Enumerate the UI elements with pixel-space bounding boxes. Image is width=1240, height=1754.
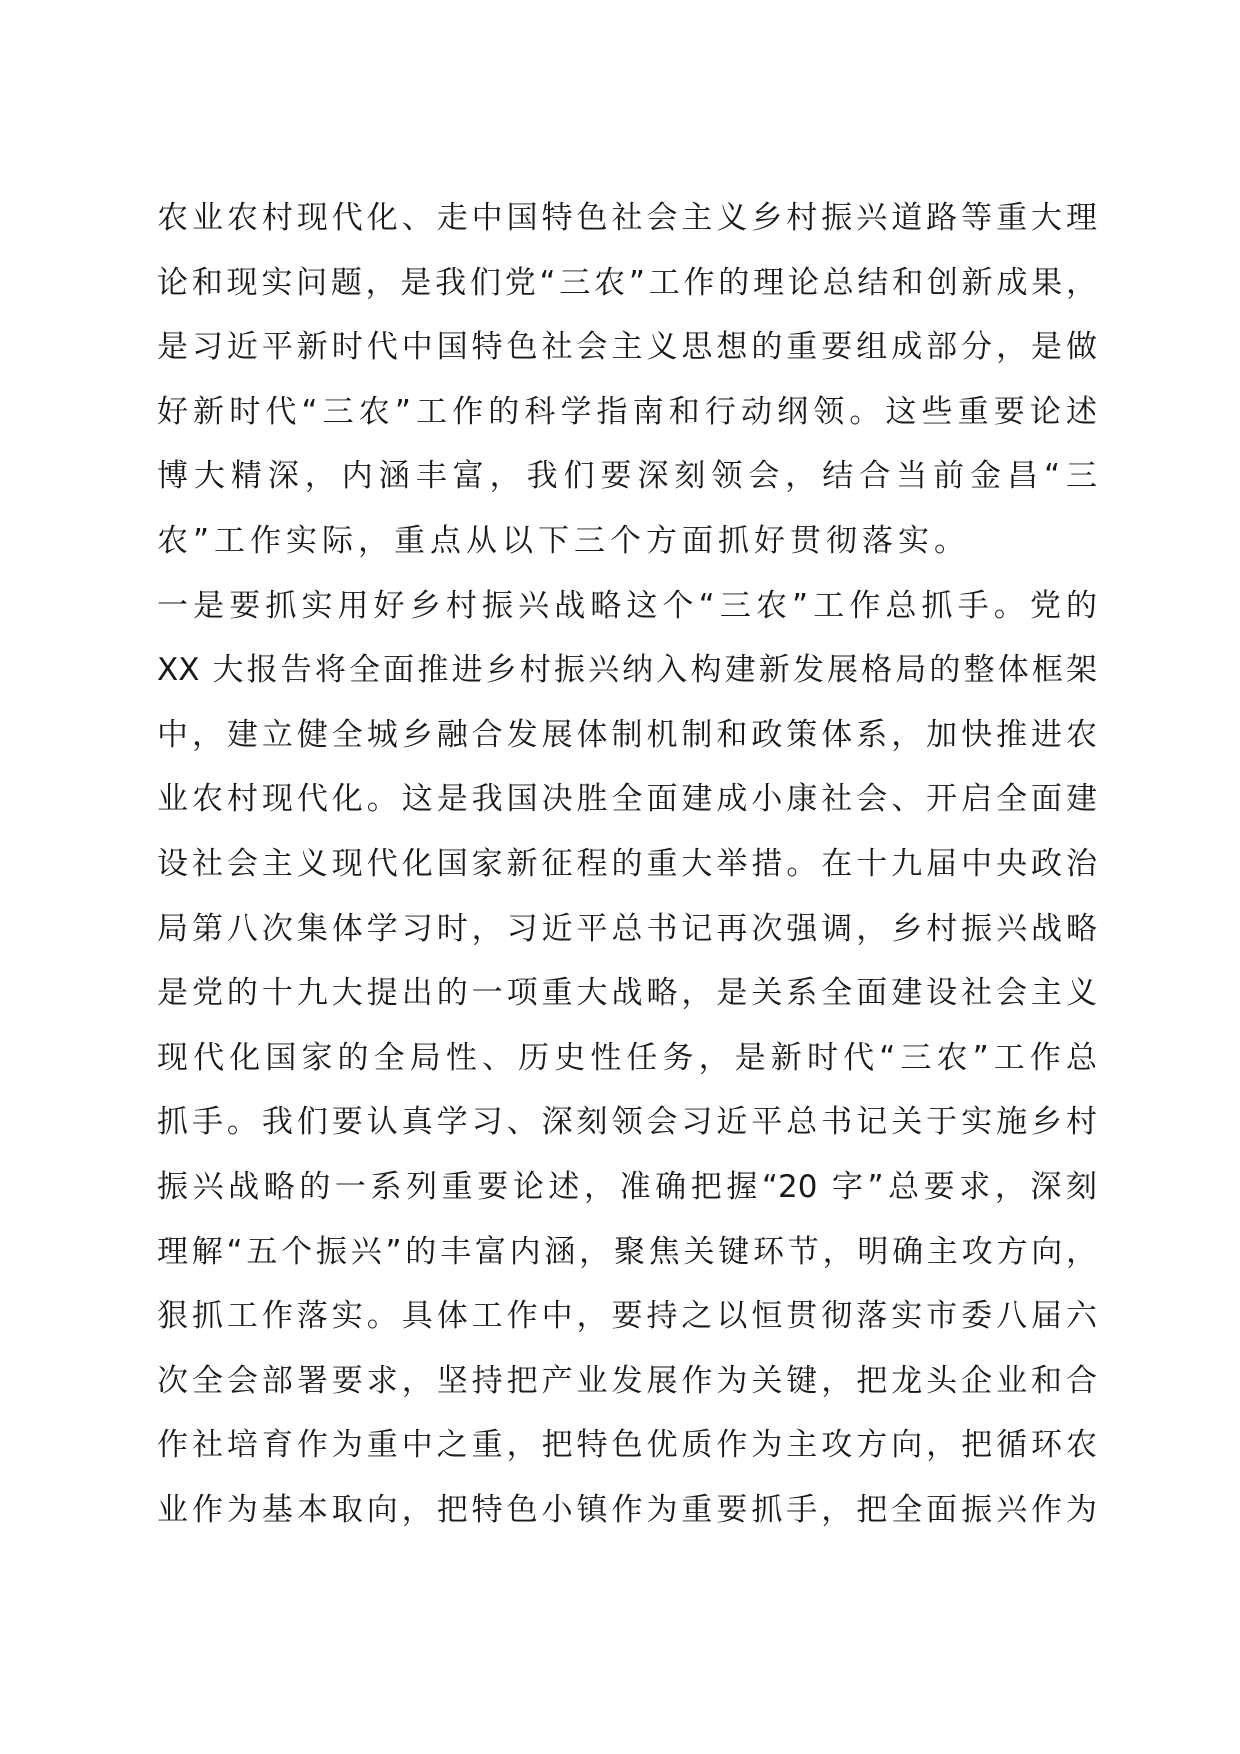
text-line: 现代化国家的全局性、历史性任务，是新时代“三农”工作总 — [157, 1039, 1097, 1076]
text-line: 是党的十九大提出的一项重大战略，是关系全面建设社会主义 — [157, 975, 1097, 1012]
text-line: 设社会主义现代化国家新征程的重大举措。在十九届中央政治 — [157, 845, 1097, 882]
text-line: 振兴战略的一系列重要论述，准确把握“20 字”总要求，深刻 — [157, 1168, 1097, 1205]
text-line: 狠抓工作落实。具体工作中，要持之以恒贯彻落实市委八届六 — [157, 1298, 1097, 1335]
text-line: 论和现实问题，是我们党“三农”工作的理论总结和创新成果， — [157, 264, 1097, 301]
text-line: 农业农村现代化、走中国特色社会主义乡村振兴道路等重大理 — [157, 200, 1097, 236]
text-line: XX 大报告将全面推进乡村振兴纳入构建新发展格局的整体框架 — [157, 652, 1097, 689]
text-line: 好新时代“三农”工作的科学指南和行动纲领。这些重要论述 — [157, 393, 1097, 430]
document-body — [157, 186, 1097, 1542]
text-line: 一是要抓实用好乡村振兴战略这个“三农”工作总抓手。党的 — [157, 587, 1097, 624]
text-line: 抓手。我们要认真学习、深刻领会习近平总书记关于实施乡村 — [157, 1104, 1097, 1141]
text-line: 业作为基本取向，把特色小镇作为重要抓手，把全面振兴作为 — [157, 1491, 1097, 1528]
text-line: 作社培育作为重中之重，把特色优质作为主攻方向，把循环农 — [157, 1427, 1097, 1464]
text-line: 理解“五个振兴”的丰富内涵，聚焦关键环节，明确主攻方向， — [157, 1233, 1097, 1270]
text-line: 博大精深，内涵丰富，我们要深刻领会，结合当前金昌“三 — [157, 458, 1097, 495]
text-line: 农”工作实际，重点从以下三个方面抓好贯彻落实。 — [157, 522, 971, 559]
text-line: 是习近平新时代中国特色社会主义思想的重要组成部分，是做 — [157, 329, 1097, 366]
text-line: 中，建立健全城乡融合发展体制机制和政策体系，加快推进农 — [157, 716, 1097, 753]
text-line: 局第八次集体学习时，习近平总书记再次强调，乡村振兴战略 — [157, 910, 1097, 947]
text-line: 业农村现代化。这是我国决胜全面建成小康社会、开启全面建 — [157, 781, 1097, 818]
text-line: 次全会部署要求，坚持把产业发展作为关键，把龙头企业和合 — [157, 1362, 1097, 1399]
